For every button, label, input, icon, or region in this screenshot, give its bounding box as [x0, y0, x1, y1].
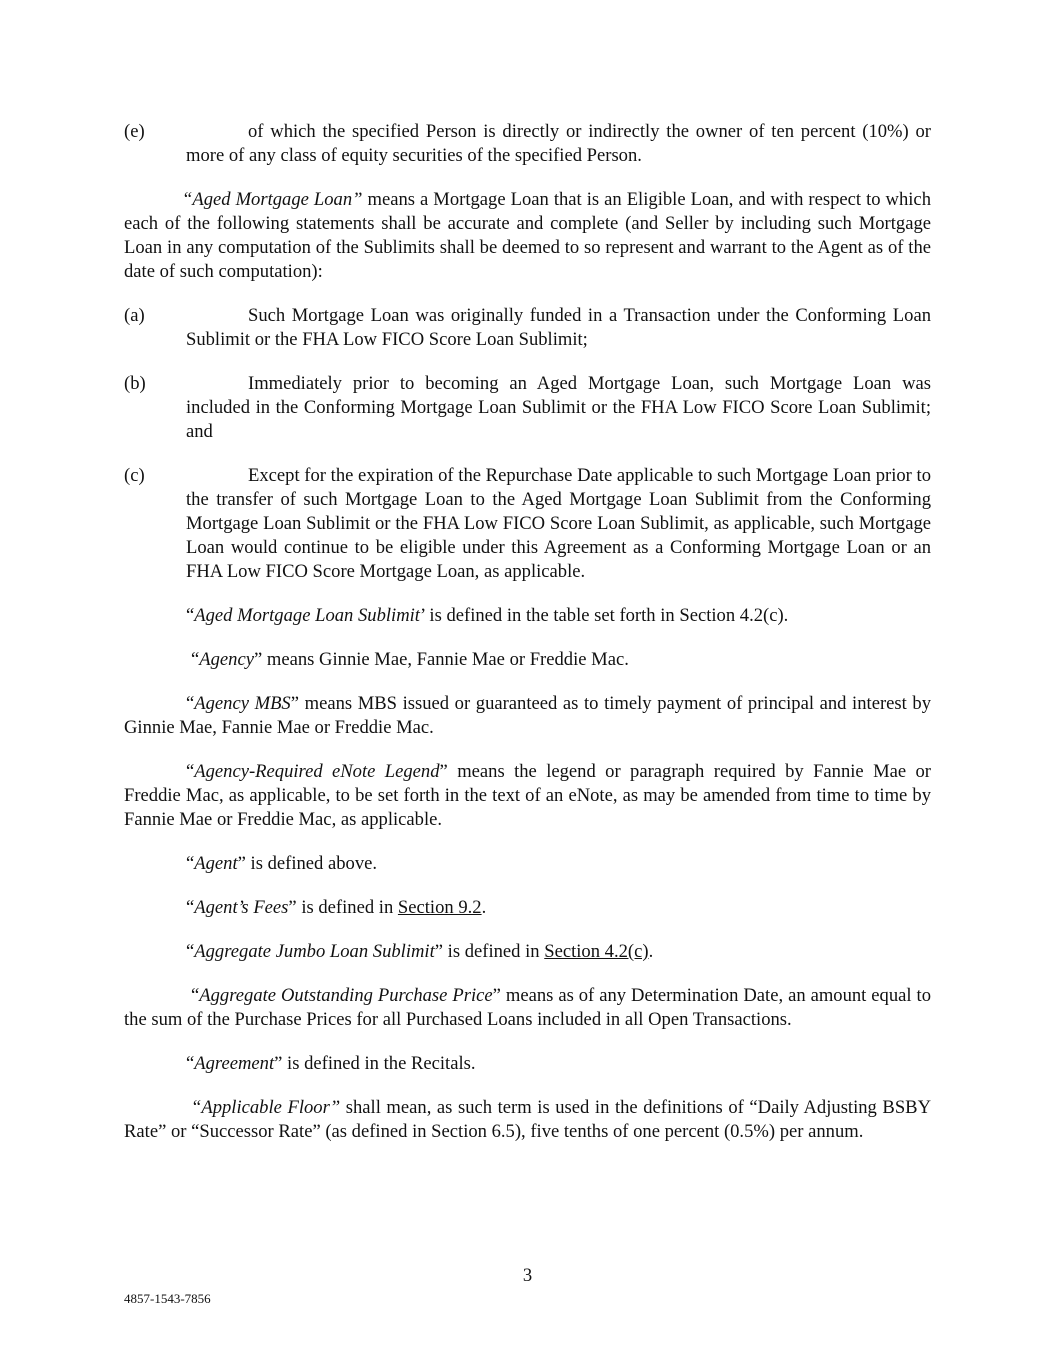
defined-term: Agent’s Fees [194, 897, 289, 918]
close-quote: ” [253, 649, 263, 670]
open-quote: “ [186, 693, 195, 714]
definition-text: is defined in the table set forth in Section 4.2(c). [424, 605, 789, 626]
document-body [124, 120, 931, 1164]
page-number: 3 [522, 1265, 533, 1286]
close-quote: ” [290, 693, 299, 714]
clause-label: (c) [124, 465, 145, 486]
definition-applicable-floor [124, 1096, 931, 1144]
close-quote: ” [434, 941, 444, 962]
definition-text: means Ginnie Mae, Fannie Mae or Freddie Mac. [262, 649, 629, 670]
open-quote: “ [186, 941, 195, 962]
close-quote: ” [492, 985, 501, 1006]
clause-text: Immediately prior to becoming an Aged Mortgage Loan, such Mortgage Loan was included in the Conforming Mortgage Loan Sublimit or the FHA Low FICO Score Loan Sublimit; and [186, 373, 931, 442]
defined-term: Agency MBS [194, 693, 291, 714]
close-quote: ” [439, 761, 448, 782]
definition-text: is defined above. [245, 853, 378, 874]
clause-b [124, 372, 931, 444]
open-quote: “ [186, 853, 195, 874]
definition-aggregate-jumbo-loan-sublimit [124, 940, 931, 964]
clause-label: (b) [124, 373, 146, 394]
document-id: 4857-1543-7856 [124, 1291, 211, 1306]
clause-c [124, 464, 931, 584]
definition-agency [124, 648, 931, 672]
definition-agreement [124, 1052, 931, 1076]
clause-text: of which the specified Person is directly or indirectly the owner of ten percent (10%) or more of any class of equity securities of the specified Person. [186, 121, 931, 166]
defined-term: Agent [194, 853, 238, 874]
definition-text: means MBS issued or guaranteed as to timely payment of principal and interest by Ginnie Mae, Fannie Mae or Freddie Mac. [124, 693, 931, 738]
clause-label: (a) [124, 305, 145, 326]
defined-term: Agency [199, 649, 254, 670]
definition-aged-mortgage-loan-sublimit [124, 604, 931, 628]
close-quote: ” [288, 897, 297, 918]
open-quote: “ [191, 985, 200, 1006]
definition-text: is defined in the Recitals. [282, 1053, 476, 1074]
clause-e [124, 120, 931, 168]
section-reference: Section 9.2 [397, 897, 482, 918]
close-quote: ” [274, 1053, 283, 1074]
section-reference: Section 4.2(c) [544, 941, 649, 962]
definition-agency-required-enote-legend [124, 760, 931, 832]
defined-term: Agency-Required eNote Legend [194, 761, 440, 782]
clause-a [124, 304, 931, 352]
definition-agency-mbs [124, 692, 931, 740]
definition-text: shall mean, as such term is used in the definitions of “Daily Adjusting BSBY Rate” or “Successor Rate” (as defined in Section 6.5), five tenths of one percent (0.5%) per annum. [124, 1097, 932, 1142]
defined-term: Aggregate Outstanding Purchase Price [199, 985, 493, 1006]
clause-text: Except for the expiration of the Repurchase Date applicable to such Mortgage Loan prior to the transfer of such Mortgage Loan to the Aged Mortgage Loan Sublimit from the Conforming Mortgage Loan Sublimit or the FHA Low FICO Score Loan Sublimit, as applicable, such Mortgage Loan would continue to be eligible under this Agreement as a Conforming Mortgage Loan or an FHA Low FICO Score Mortgage Loan, as applicable. [186, 465, 931, 582]
definition-text: is defined in [296, 897, 398, 918]
definition-aggregate-outstanding-purchase-price [124, 984, 931, 1032]
defined-term: Agreement [194, 1053, 275, 1074]
open-quote: “ [186, 761, 195, 782]
defined-term: Aggregate Jumbo Loan Sublimit [194, 941, 435, 962]
period: . [481, 897, 487, 918]
period: . [648, 941, 654, 962]
definition-text: means a Mortgage Loan that is an Eligible Loan, and with respect to which each of the following statements shall be accurate and complete (and Seller by including such Mortgage Loan in any computation of the Sublimits shall be deemed to so represent and warrant to the Agent as of the date of such computation): [124, 189, 931, 282]
open-quote: “ [186, 1053, 195, 1074]
definition-aged-mortgage-loan [124, 188, 931, 284]
clause-label: (e) [124, 121, 145, 142]
clause-text: Such Mortgage Loan was originally funded in a Transaction under the Conforming Loan Sublimit or the FHA Low FICO Score Loan Sublimit; [186, 305, 931, 350]
definition-text: is defined in [443, 941, 545, 962]
definition-text: means the legend or paragraph required by Fannie Mae or Freddie Mac, as applicable, to be set forth in the text of an eNote, as may be amended from time to time by Fannie Mae or Freddie Mac, as applicable. [124, 761, 931, 830]
definition-text: means as of any Determination Date, an amount equal to the sum of the Purchase Prices for all Purchased Loans included in all Open Transactions. [124, 985, 931, 1030]
open-quote: “ [191, 649, 200, 670]
defined-term: “Aged Mortgage Loan” [182, 189, 363, 210]
definition-agents-fees [124, 896, 931, 920]
defined-term: Aged Mortgage Loan Sublimit [194, 605, 420, 626]
close-quote: ’ [419, 605, 425, 626]
open-quote: “ [186, 605, 195, 626]
open-quote: “ [186, 897, 195, 918]
definition-agent [124, 852, 931, 876]
close-quote: ” [237, 853, 246, 874]
defined-term: “Applicable Floor” [191, 1097, 341, 1118]
